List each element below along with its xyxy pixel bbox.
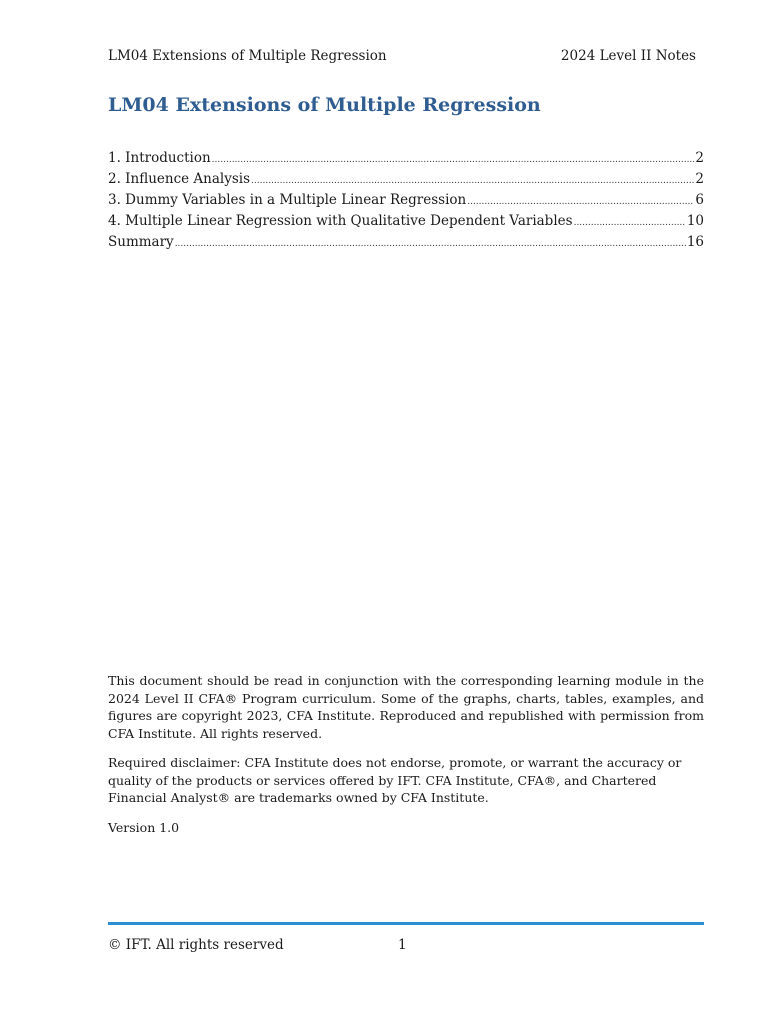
- footer-copyright: © IFT. All rights reserved: [108, 937, 284, 953]
- header-module-title: LM04 Extensions of Multiple Regression: [108, 48, 387, 64]
- toc-dot-leader: [175, 232, 686, 255]
- document-title: LM04 Extensions of Multiple Regression: [108, 94, 541, 116]
- toc-entry-page: 2: [695, 150, 704, 166]
- page-number: 1: [398, 937, 407, 953]
- disclaimer-block: [108, 672, 704, 848]
- version-label: Version 1.0: [108, 819, 180, 835]
- toc-entry[interactable]: [108, 232, 704, 253]
- toc-entry[interactable]: [108, 190, 704, 211]
- toc-entry-page: 6: [695, 192, 704, 208]
- toc-entry-label: 2. Influence Analysis: [108, 171, 251, 187]
- toc-dot-leader: [251, 169, 694, 192]
- curriculum-notice: This document should be read in conjunction with the corresponding learning module in the 2024 Level II CFA® Program curriculum. Some of the graphs, charts, tables, examples, and figures are copyright 2023, CFA Institute. Reproduced and republished with permission from CFA Institute. All rights reserved.: [108, 673, 704, 741]
- required-disclaimer: Required disclaimer: CFA Institute does not endorse, promote, or warrant the accuracy or quality of the products or services offered by IFT. CFA Institute, CFA®, and Chartered Financial Analyst® are trademarks owned by CFA Institute.: [108, 755, 682, 805]
- toc-entry-page: 10: [686, 213, 704, 229]
- toc-entry-page: 16: [686, 234, 704, 250]
- toc-dot-leader: [467, 190, 694, 213]
- toc-entry[interactable]: [108, 148, 704, 169]
- table-of-contents: [108, 148, 704, 253]
- toc-entry[interactable]: [108, 211, 704, 232]
- header-level-notes: 2024 Level II Notes: [560, 48, 696, 64]
- toc-entry-label: 4. Multiple Linear Regression with Qualitative Dependent Variables: [108, 213, 573, 229]
- toc-entry-page: 2: [695, 171, 704, 187]
- page-header: [108, 47, 696, 65]
- toc-dot-leader: [212, 148, 695, 171]
- toc-dot-leader: [574, 211, 686, 234]
- toc-entry-label: 3. Dummy Variables in a Multiple Linear Regression: [108, 192, 467, 208]
- footer-divider: [108, 922, 704, 925]
- toc-entry-label: Summary: [108, 234, 174, 250]
- toc-entry[interactable]: [108, 169, 704, 190]
- toc-entry-label: 1. Introduction: [108, 150, 211, 166]
